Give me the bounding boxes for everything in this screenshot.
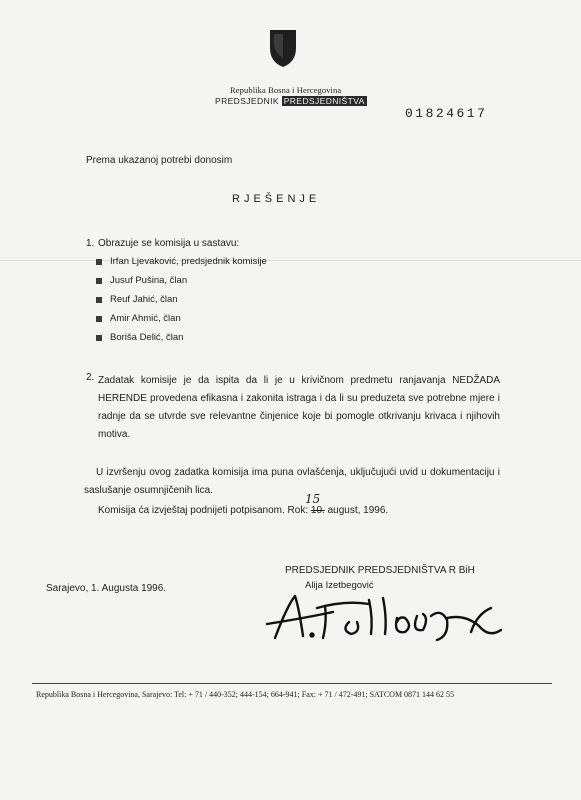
bullet-square-icon [96,316,102,322]
bullet-square-icon [96,335,102,341]
fold-line [0,260,581,261]
section-1-heading: Obrazuje se komisija u sastavu: [98,238,240,249]
document-number: 01824617 [405,106,488,121]
issuer-country: Republika Bosna i Hercegovina [230,85,342,95]
member-name: Irfan Ljevaković, predsjednik komisije [110,256,267,267]
member-item [96,256,267,267]
member-item [96,294,178,305]
section-2-number: 2. [86,372,95,383]
member-name: Boriša Delić, član [110,332,184,343]
handwritten-day-correction: 15 [305,492,321,506]
execution-paragraph: U izvršenju ovog zadatka komisija ima puna ovlašćenja, uključujući uvid u dokumentaciju i saslušanje osumnjičenih lica. [84,467,500,496]
member-item [96,332,183,343]
member-name: Jusuf Pušina, član [110,275,188,286]
footer-contact: Republika Bosna i Hercegovina, Sarajevo: Tel: + 71 / 440-352; 444-154; 664-941; Fax: + 71 / 472-491; SATCOM 0871 144 62 55 [36,690,455,699]
document-title: RJEŠENJE [232,193,321,205]
bullet-square-icon [96,259,102,265]
section-1-number: 1. [86,238,95,249]
issuer-office-plain: PREDSJEDNIK [215,96,279,106]
member-item [96,275,187,286]
section-2-text: Zadatak komisije je da ispita da li je u krivičnom predmetu ranjavanja NEDŽADA HERENDE provedena efikasna i zakonita istraga i da li su preduzeta sve potrebne mjere i radnje da se utvrde sve relevantne činjenice koje bi pomogle otkrivanju krivaca i njihovih motiva. [98,375,500,440]
signer-title: PREDSJEDNIK PREDSJEDNIŠTVA R BiH [285,565,475,576]
issuer-office-inverted: PREDSJEDNIŠTVA [283,96,365,106]
intro-text: Prema ukazanoj potrebi donosim [86,155,233,166]
report-prefix: Komisija ća izvještaj podnijeti potpisanom. Rok: [98,505,309,516]
member-item [96,313,181,324]
member-name: Reuf Jahić, član [110,294,178,305]
handwritten-signature [265,588,515,648]
bullet-square-icon [96,278,102,284]
footer-divider [32,683,552,684]
issuer-office [215,96,367,106]
place-date: Sarajevo, 1. Augusta 1996. [46,583,167,594]
report-deadline [98,505,388,516]
report-suffix: august, 1996. [327,505,389,516]
bullet-square-icon [96,297,102,303]
coat-of-arms-shield-icon [268,28,298,68]
member-name: Amir Ahmić, član [110,313,181,324]
signer-name: Alija Izetbegović [305,580,374,591]
struck-day: 10. [310,505,325,516]
